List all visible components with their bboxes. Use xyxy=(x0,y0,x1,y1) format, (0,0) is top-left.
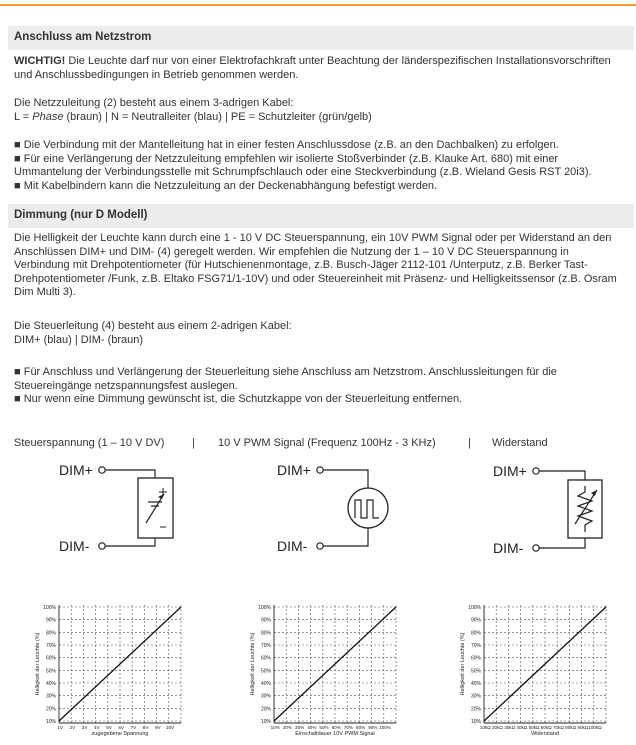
x-tick-label: 60% xyxy=(331,725,341,730)
y-tick-label: 10% xyxy=(260,719,271,725)
x-tick-label: 50kΩ xyxy=(528,725,540,730)
bullet-text: Nur wenn eine Dimmung gewünscht ist, die Schutzkappe von der Steuerleitung entfernen. xyxy=(23,393,463,406)
bullet-square-icon: ■ xyxy=(14,179,21,192)
series-line xyxy=(274,607,396,721)
bullet-square-icon: ■ xyxy=(14,152,21,165)
x-tick-label: 30% xyxy=(295,725,305,730)
list-item xyxy=(14,393,626,407)
terminal-plus-label: DIM+ xyxy=(493,463,527,479)
y-tick-label: 60% xyxy=(470,655,481,662)
warning-text: Die Leuchte darf nur von einer Elektrofachkraft unter Beachtung der länderspezifischen Installationsvorschriften und Anschlussbedingungen in Betrieb genommen werden. xyxy=(14,55,611,81)
circuit-diagrams xyxy=(0,450,636,565)
bullet-list-dimmung xyxy=(14,366,626,407)
y-tick-label: 70% xyxy=(45,643,56,649)
x-tick-label: 10% xyxy=(270,725,280,730)
x-tick-label: 2V xyxy=(69,725,76,730)
y-tick-label: 40% xyxy=(260,681,271,687)
section-header-netzstrom xyxy=(8,26,634,50)
y-tick-label: 80% xyxy=(45,630,56,637)
y-tick-label: 40% xyxy=(470,681,481,687)
x-tick-label: 90% xyxy=(368,725,378,730)
terminal-plus-label: DIM+ xyxy=(277,462,311,478)
x-tick-label: 70kΩ xyxy=(552,725,564,730)
x-tick-label: 8V xyxy=(142,725,149,730)
y-tick-label: 30% xyxy=(260,693,271,700)
x-tick-label: 4V xyxy=(94,725,100,730)
y-axis-label: Helligkeit der Leuchte (%) xyxy=(250,632,256,696)
cable-intro: Die Netzzuleitung (2) besteht aus einem 3-adrigen Kabel: xyxy=(14,97,294,109)
x-tick-label: 100% xyxy=(379,725,391,730)
y-tick-label: 90% xyxy=(260,617,271,624)
y-tick-label: 80% xyxy=(260,630,271,637)
bullet-square-icon: ■ xyxy=(14,366,21,378)
warning-paragraph xyxy=(14,55,626,82)
x-tick-label: 40% xyxy=(307,725,317,730)
x-tick-label: 50% xyxy=(319,725,329,730)
chart-voltage xyxy=(25,597,195,743)
control-cable-line: DIM+ (blau) | DIM- (braun) xyxy=(14,333,144,346)
cable-paragraph xyxy=(14,97,626,124)
pwm-circuit xyxy=(277,462,388,554)
option-separator: | xyxy=(468,437,471,449)
y-tick-label: 30% xyxy=(470,693,481,700)
terminal-minus-label: DIM- xyxy=(493,540,524,556)
y-axis-label: Helligkeit der Leuchte (%) xyxy=(35,632,41,696)
y-tick-label: 60% xyxy=(45,655,56,662)
section-title: Anschluss am Netzstrom xyxy=(14,31,152,43)
y-tick-label: 50% xyxy=(45,668,56,675)
y-axis-label: Helligkeit der Leuchte (%) xyxy=(460,632,466,696)
x-tick-label: 70% xyxy=(343,725,354,730)
cable-l: L = xyxy=(14,110,33,123)
cable-rest: (braun) | N = Neutralleiter (blau) | PE = Schutzleiter (grün/gelb) xyxy=(63,110,372,123)
x-tick-label: 3V xyxy=(81,725,88,730)
x-axis-label: Einschaltdauer 10V PWM Signal xyxy=(295,731,375,737)
terminal-dot xyxy=(533,468,539,474)
x-tick-label: 20% xyxy=(282,725,293,730)
terminal-minus-label: DIM- xyxy=(277,538,308,554)
terminal-plus-label: DIM+ xyxy=(59,462,93,478)
pwm-source-icon xyxy=(348,488,388,528)
section-title: Dimmung (nur D Modell) xyxy=(14,209,148,221)
cable-phase: Phase xyxy=(32,110,64,123)
y-tick-label: 10% xyxy=(470,719,481,725)
y-tick-label: 20% xyxy=(45,706,56,713)
option-pwm: 10 V PWM Signal (Frequenz 100Hz - 3 KHz) xyxy=(218,437,436,449)
top-accent-line xyxy=(0,0,636,6)
y-tick-label: 100% xyxy=(258,605,271,611)
dimming-paragraph xyxy=(14,232,626,300)
bullet-list-netzstrom xyxy=(14,139,626,193)
chart-resistance xyxy=(450,597,620,743)
x-tick-label: 90kΩ xyxy=(577,725,589,730)
y-tick-label: 60% xyxy=(260,655,271,662)
option-separator: | xyxy=(192,437,195,449)
y-tick-label: 10% xyxy=(45,719,56,725)
y-tick-label: 30% xyxy=(45,693,56,700)
option-resistance: Widerstand xyxy=(492,437,548,449)
x-tick-label: 1V xyxy=(57,725,64,730)
bullet-text: Mit Kabelbindern kann die Netzzuleitung an der Deckenabhängung befestigt werden. xyxy=(23,179,438,192)
x-tick-label: 100kΩ xyxy=(588,725,602,730)
terminal-minus-label: DIM- xyxy=(59,538,90,554)
y-tick-label: 20% xyxy=(470,706,481,713)
list-item xyxy=(14,366,626,393)
x-tick-label: 5V xyxy=(106,725,112,730)
list-item xyxy=(14,180,626,194)
y-tick-label: 90% xyxy=(470,617,481,624)
y-tick-label: 70% xyxy=(260,643,271,649)
bullet-square-icon: ■ xyxy=(14,393,21,406)
y-tick-label: 50% xyxy=(260,668,271,675)
x-tick-label: 10V xyxy=(165,725,175,730)
bullet-text: Für eine Verlängerung der Netzzuleitung empfehlen wir isolierte Stoßverbinder (z.B. Klauke Art. 680) mit einer Ummantelung der Verbindungsstelle mit Schrumpfschlauch oder eine Steckverbindung (z.B. Wieland Gesis RST 20i3). xyxy=(14,152,592,179)
section-header-dimmung xyxy=(8,204,634,228)
x-tick-label: 6V xyxy=(118,725,125,730)
bullet-text: Die Verbindung mit der Mantelleitung hat in einer festen Anschlussdose (z.B. an den Dachbalken) zu erfolgen. xyxy=(23,139,559,151)
series-line xyxy=(59,607,181,721)
control-cable-intro: Die Steuerleitung (4) besteht aus einem 2-adrigen Kabel: xyxy=(14,320,292,332)
x-tick-label: 9V xyxy=(155,725,161,730)
x-tick-label: 30kΩ xyxy=(504,725,516,730)
y-tick-label: 90% xyxy=(45,617,56,624)
y-tick-label: 70% xyxy=(470,643,481,649)
bullet-text: Für Anschluss und Verlängerung der Steuerleitung siehe Anschluss am Netzstrom. Anschlussleitungen für die Steuereingänge netzspannungsfest auslegen. xyxy=(14,366,557,392)
y-tick-label: 100% xyxy=(43,605,56,611)
option-voltage: Steuerspannung (1 – 10 V DV) xyxy=(14,437,165,449)
y-tick-label: 50% xyxy=(470,668,481,675)
series-line xyxy=(484,607,606,721)
terminal-dot xyxy=(317,467,323,473)
chart-pwm xyxy=(240,597,410,743)
voltage-circuit xyxy=(59,462,173,554)
terminal-dot xyxy=(317,543,323,549)
warning-label: WICHTIG! xyxy=(14,55,66,67)
y-tick-label: 80% xyxy=(470,630,481,637)
x-tick-label: 80kΩ xyxy=(565,725,577,730)
y-tick-label: 20% xyxy=(260,706,271,713)
x-tick-label: 10kΩ xyxy=(479,725,491,730)
resistance-circuit xyxy=(493,463,602,556)
x-tick-label: 60kΩ xyxy=(540,725,552,730)
bullet-square-icon: ■ xyxy=(14,139,21,151)
x-axis-label: zugegebene Spannung xyxy=(91,731,149,737)
control-cable-paragraph xyxy=(14,320,626,347)
y-tick-label: 40% xyxy=(45,681,56,687)
x-tick-label: 20kΩ xyxy=(491,725,503,730)
x-tick-label: 7V xyxy=(130,725,137,730)
terminal-dot xyxy=(99,467,105,473)
x-tick-label: 40kΩ xyxy=(516,725,528,730)
x-tick-label: 80% xyxy=(356,725,366,730)
terminal-dot xyxy=(533,545,539,551)
list-item xyxy=(14,153,626,180)
y-tick-label: 100% xyxy=(468,605,481,611)
dimming-text: Die Helligkeit der Leuchte kann durch eine 1 - 10 V DC Steuerspannung, ein 10V PWM Signal oder per Widerstand an den Anschlüssen DIM+ und DIM- (4) geregelt werden. Wir empfehlen die Nutzung der 1 – 10 V DC Steuerspannung in Verbindung mit Drehpotentiometer (für Hutschienenmontage, z.B. Busch-Jäger 2112-101 /Unterputz, z.B. Berker Tast-Drehpotentiometer /Funk, z.B. Eltako FSG71/1-10V) und oder Steuereinheit mit Präsenz- und Helligkeitssensor (z.B. Osram Dim Multi 3). xyxy=(14,232,617,299)
x-axis-label: Widerstand xyxy=(531,731,559,737)
terminal-dot xyxy=(99,543,105,549)
list-item xyxy=(14,139,626,153)
